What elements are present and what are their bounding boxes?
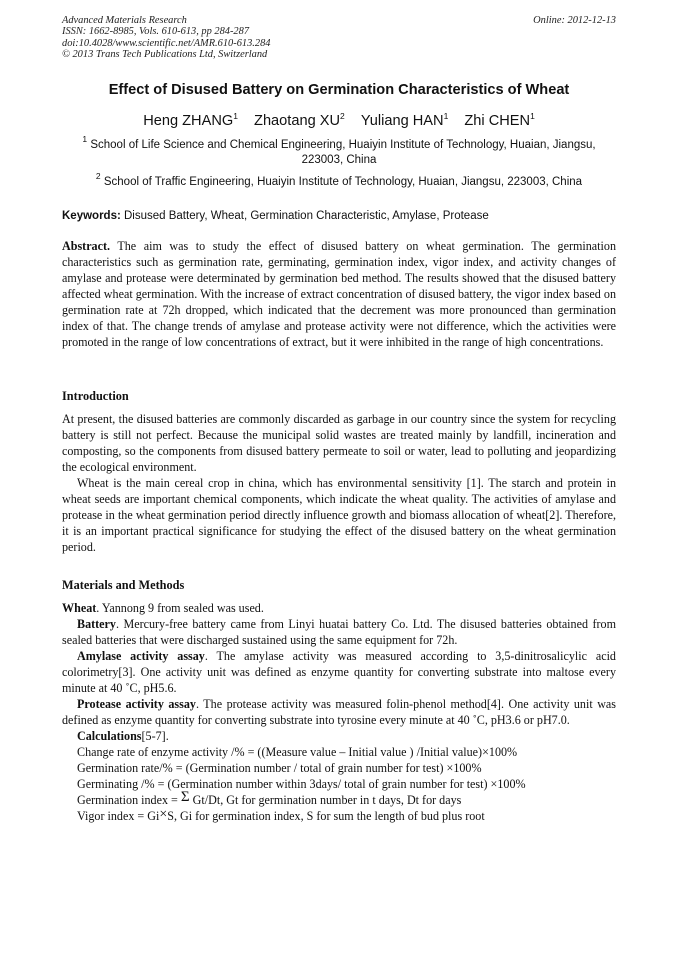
journal-issn: ISSN: 1662-8985, Vols. 610-613, pp 284-287	[62, 26, 250, 38]
journal-copyright: © 2013 Trans Tech Publications Ltd, Switzerland	[62, 49, 268, 61]
keywords-text: Disused Battery, Wheat, Germination Characteristic, Amylase, Protease	[124, 210, 489, 222]
paragraph: At present, the disused batteries are commonly discarded as garbage in our country since the system for recycling battery is still not perfect. Because the municipal solid wastes are treated mainly by landfill, incineration and composting, so the components from disused battery permeate to soil or water, lead to polluting and jeopardizing the ecological environment.	[62, 412, 616, 474]
calculations-paragraph: Calculations[5-7].	[77, 729, 169, 743]
affiliation-2: $^2$ School of Traffic Engineering, Huaiyin Institute of Technology, Huaian, Jiangsu, 223003, China	[95, 171, 583, 188]
methods-heading: Materials and Methods	[62, 578, 185, 592]
protease-paragraph: Protease activity assay. The protease activity was measured folin-phenol method[4]. One activity unit was defined as enzyme quantity for converting substrate into tyrosine every minute at 40 ˚C, pH3.6 or pH7.0.	[62, 697, 617, 727]
times-symbol: ×	[159, 807, 168, 822]
author: Zhaotang $XU^2$	[254, 111, 345, 129]
author: Heng ZHANG$^1$	[143, 111, 238, 129]
methods-body	[62, 600, 616, 825]
journal-header	[62, 15, 270, 61]
formula-germination-rate: Germination rate/% = (Germination number / total of grain number for test) ×100%	[77, 761, 482, 775]
abstract	[62, 238, 616, 350]
online-date: Online: 2012-12-13	[533, 15, 616, 26]
amylase-paragraph: Amylase activity assay. The amylase activity was measured according to 3,5-dinitrosalicylic acid colorimetry[3]. One activity unit was defined as enzyme quantity for converting substrate into maltose every minute at 40 ˚C, pH5.6.	[62, 649, 616, 695]
introduction-heading: Introduction	[62, 389, 129, 403]
formula-vigor-index: Vigor index = Gi×S, Gi for germination index, S for sum the length of bud plus root	[77, 807, 485, 823]
author: Zhi CHEN$^1$	[464, 111, 535, 129]
paper-title: Effect of Disused Battery on Germination Characteristics of Wheat	[108, 82, 570, 98]
formula-germination-index: Germination index = Σ Gt/Dt, Gt for germination number in t days, Dt for days	[77, 789, 462, 807]
keywords	[62, 210, 616, 222]
journal-name: Advanced Materials Research	[62, 15, 187, 26]
sigma-symbol: Σ	[180, 789, 190, 805]
battery-paragraph: Battery. Mercury-free battery came from Linyi huatai battery Co. Ltd. The disused batteries obtained from sealed batteries that were discharged sustained using the same equipment for 72h.	[62, 617, 616, 647]
abstract-text: The aim was to study the effect of disused battery on wheat germination. The germination characteristics such as germination rate, germinating, germination index, vigor index, and activity changes of amylase and protease were determinated by germination bed method. The results showed that the disused battery affected wheat germination. With the increase of extract concentration of disused battery, the vigor index based on germination rate at 72h dropped, which indicated that the decrement was more pronounced than germination index of that. The change trends of amylase and protease activity were not difference, which the activities were promoted in the range of low concentrations of extract, but it were inhibited in the range of high concentrations.	[62, 239, 616, 349]
author: Yuliang HAN$^1$	[360, 111, 449, 129]
keywords-label: Keywords:	[62, 210, 121, 222]
author-list	[0, 113, 678, 129]
journal-doi[interactable]: doi:10.4028/www.scientific.net/AMR.610-613.284	[62, 37, 271, 49]
affiliation-1: $^1$ School of Life Science and Chemical Engineering, Huaiyin Institute of Technology, Huaian, Jiangsu, 223003, China	[82, 134, 596, 166]
formula-germinating: Germinating /% = (Germination number within 3days/ total of grain number for test) ×100%	[77, 777, 526, 791]
formula-list	[62, 744, 616, 825]
abstract-label: Abstract.	[62, 239, 111, 253]
paragraph: Wheat is the main cereal crop in china, which has environmental sensitivity [1]. The starch and protein in wheat seeds are important chemical components, which indicate the wheat quality. The activities of amylase and protease in the wheat germination period directly influence growth and biomass allocation of wheat[2]. Therefore, it is an important practical significance for studying the effect of the disused battery on the wheat germination period.	[62, 476, 616, 554]
introduction-body	[62, 411, 616, 555]
wheat-paragraph: Wheat. Yannong 9 from sealed was used.	[62, 601, 264, 615]
formula-change-rate: Change rate of enzyme activity /% = ((Measure value – Initial value ) /Initial value)×100%	[77, 745, 518, 759]
